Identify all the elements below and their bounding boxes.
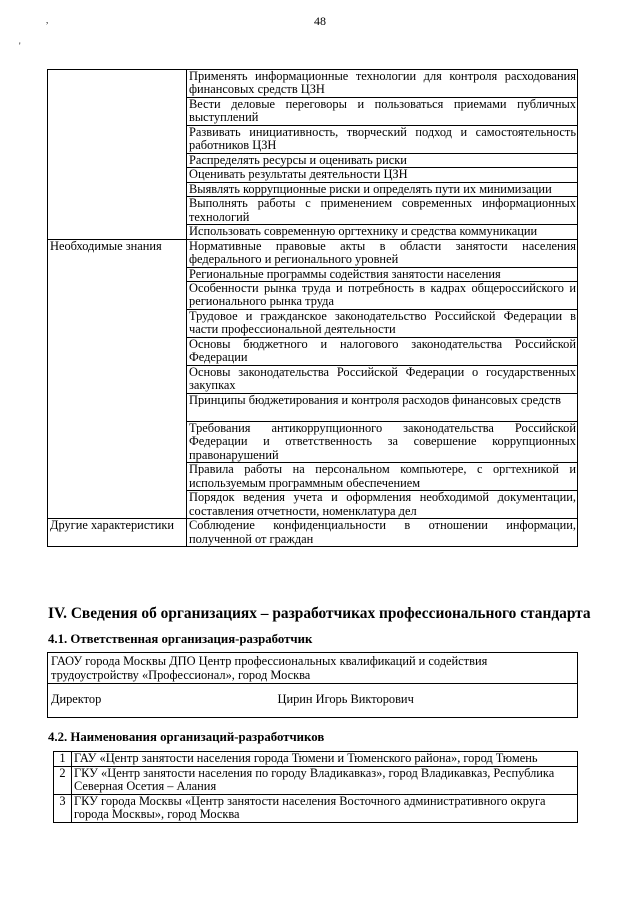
subsection-title: 4.2. Наименования организаций-разработчиков: [48, 730, 325, 744]
table-row: [48, 519, 578, 547]
row-text: Оценивать результаты деятельности ЦЗН: [187, 168, 578, 182]
table-row: [48, 70, 578, 98]
row-text: Региональные программы содействия занятости населения: [187, 267, 578, 281]
organization-name: ГАОУ города Москвы ДПО Центр профессиональных квалификаций и содействия трудоустройству «Профессионал», город Москва: [48, 653, 578, 684]
org-name: ГАУ «Центр занятости населения города Тюмени и Тюменского района», город Тюмень: [72, 752, 578, 767]
row-label: [48, 70, 187, 240]
table-row: [54, 794, 578, 822]
row-text: Применять информационные технологии для контроля расходования финансовых средств ЦЗН: [187, 70, 578, 98]
row-text: Принципы бюджетирования и контроля расходов финансовых средств: [187, 394, 578, 422]
row-text: Развивать инициативность, творческий подход и самостоятельность работников ЦЗН: [187, 126, 578, 154]
competency-table: [47, 69, 578, 547]
row-label: Необходимые знания: [48, 239, 187, 519]
row-text: Распределять ресурсы и оценивать риски: [187, 154, 578, 168]
row-text: Использовать современную оргтехнику и средства коммуникации: [187, 225, 578, 239]
row-text: Требования антикоррупционного законодательства Российской Федерации и ответственность за совершение коррупционных правонарушений: [187, 422, 578, 463]
table-row: [54, 766, 578, 794]
responsible-org-table: [47, 652, 578, 718]
row-text: Выполнять работы с применением современных информационных технологий: [187, 197, 578, 225]
row-number: 1: [54, 752, 72, 767]
director-position: Директор: [48, 684, 278, 718]
developer-orgs-table: [53, 751, 578, 823]
table-row: [54, 752, 578, 767]
row-text: Основы бюджетного и налогового законодательства Российской Федерации: [187, 338, 578, 366]
row-text: Правила работы на персональном компьютере, с оргтехникой и используемым программным обеспечением: [187, 463, 578, 491]
subsection-title: 4.1. Ответственная организация-разработчик: [48, 632, 313, 646]
row-text: Особенности рынка труда и потребность в кадрах общероссийского и регионального рынка труда: [187, 282, 578, 310]
row-text: Соблюдение конфиденциальности в отношении информации, полученной от граждан: [187, 519, 578, 547]
row-label: Другие характеристики: [48, 519, 187, 547]
scan-mark: ': [19, 41, 21, 51]
row-text: Вести деловые переговоры и пользоваться приемами публичных выступлений: [187, 98, 578, 126]
row-text: Основы законодательства Российской Федерации о государственных закупках: [187, 366, 578, 394]
row-text: Трудовое и гражданское законодательство Российской Федерации в части профессиональной деятельности: [187, 310, 578, 338]
org-name: ГКУ города Москвы «Центр занятости населения Восточного административного округа города Москвы», город Москва: [72, 794, 578, 822]
row-text: Порядок ведения учета и оформления необходимой документации, составления отчетности, номенклатура дел: [187, 491, 578, 519]
org-name: ГКУ «Центр занятости населения по городу Владикавказ», город Владикавказ, Республика Северная Осетия – Алания: [72, 766, 578, 794]
row-text: Выявлять коррупционные риски и определять пути их минимизации: [187, 182, 578, 196]
row-number: 2: [54, 766, 72, 794]
page-number: 48: [314, 14, 326, 28]
row-number: 3: [54, 794, 72, 822]
row-text: Нормативные правовые акты в области занятости населения федерального и регионального уровней: [187, 239, 578, 267]
table-row: [48, 239, 578, 267]
section-title: IV. Сведения об организациях – разработчиках профессионального стандарта: [48, 605, 591, 622]
director-name: Цирин Игорь Викторович: [278, 684, 578, 718]
scan-mark: ,: [46, 15, 49, 25]
